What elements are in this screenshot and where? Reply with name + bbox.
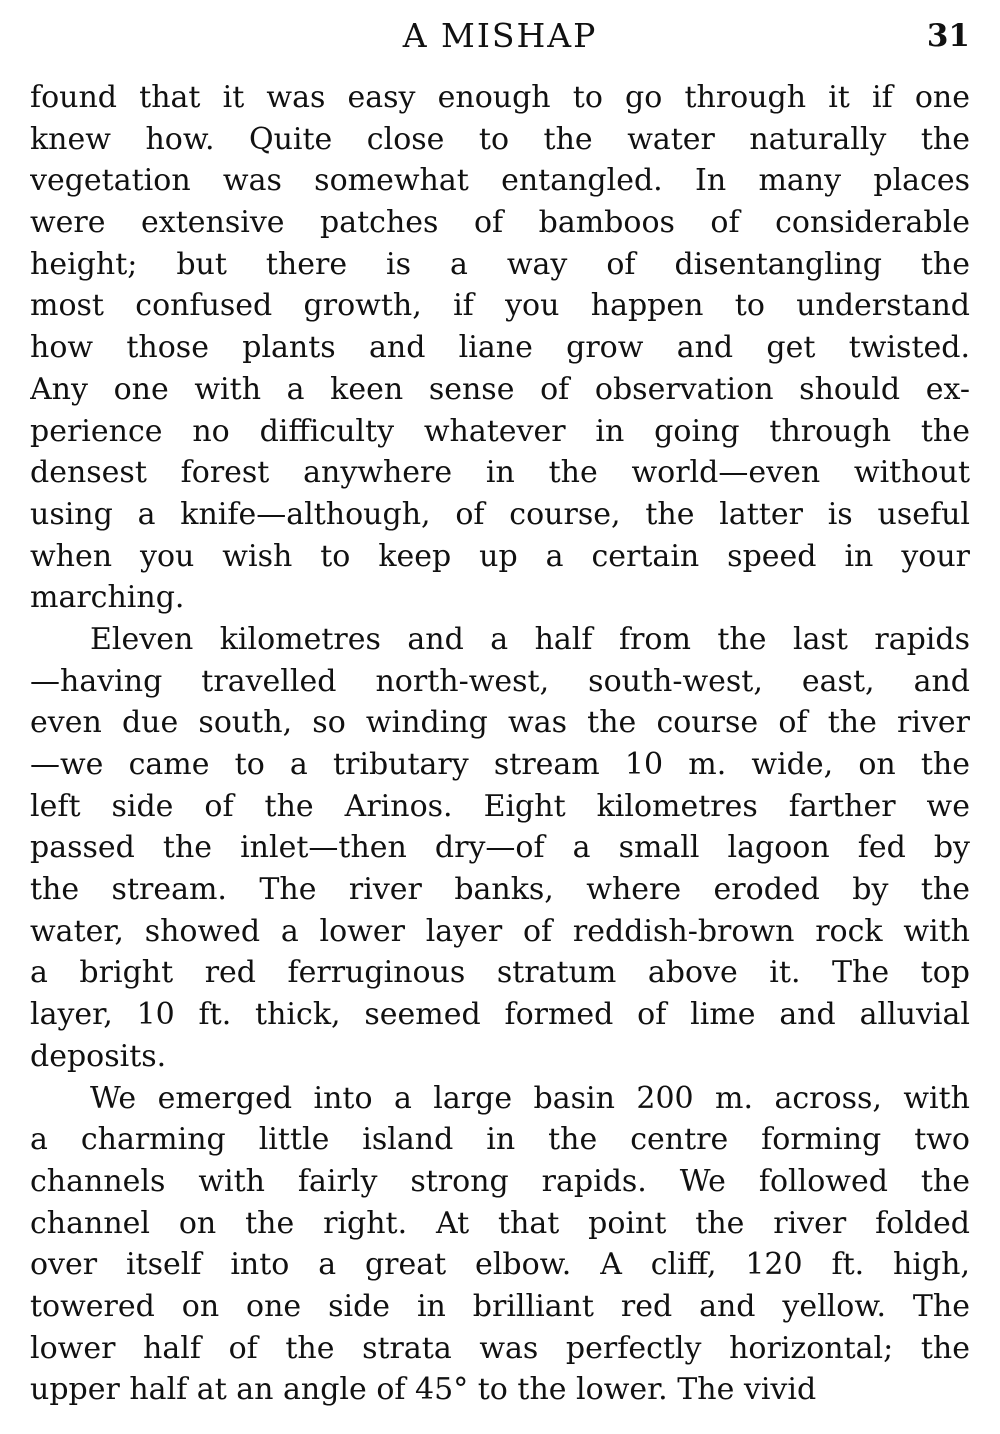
- text-line: a charming little island in the centre forming two: [30, 1122, 970, 1158]
- text-line: lower half of the strata was perfectly horizontal; the: [30, 1330, 970, 1366]
- text-line: densest forest anywhere in the world—even without: [30, 455, 970, 491]
- paragraph: [30, 77, 970, 619]
- text-line: left side of the Arinos. Eight kilometres farther we: [30, 788, 970, 824]
- text-line: vegetation was somewhat entangled. In many places: [30, 163, 970, 199]
- text-line: layer, 10 ft. thick, seemed formed of lime and alluvial: [30, 997, 970, 1033]
- text-line: Any one with a keen sense of observation should ex-: [30, 371, 970, 407]
- text-line: height; but there is a way of disentangling the: [30, 246, 970, 282]
- body-text: [30, 77, 970, 1411]
- text-line: over itself into a great elbow. A cliff, 120 ft. high,: [30, 1247, 970, 1283]
- page-number: 31: [926, 18, 970, 54]
- text-line: the stream. The river banks, where eroded by the: [30, 872, 970, 908]
- text-line: towered on one side in brilliant red and yellow. The: [30, 1288, 970, 1324]
- text-line: —having travelled north-west, south-west, east, and: [30, 663, 970, 699]
- text-line: how those plants and liane grow and get twisted.: [30, 330, 970, 366]
- paragraph: [30, 1078, 970, 1412]
- text-line: —we came to a tributary stream 10 m. wide, on the: [30, 747, 970, 782]
- text-line: when you wish to keep up a certain speed in your: [30, 538, 970, 574]
- text-line: channels with fairly strong rapids. We followed the: [30, 1163, 970, 1199]
- text-line: passed the inlet—then dry—of a small lagoon fed by: [30, 830, 970, 866]
- text-line: deposits.: [30, 1038, 167, 1074]
- chapter-title: A MISHAP: [402, 16, 598, 55]
- text-line: a bright red ferruginous stratum above it. The top: [30, 955, 970, 991]
- text-line: were extensive patches of bamboos of considerable: [30, 205, 970, 241]
- text-line: knew how. Quite close to the water naturally the: [30, 121, 970, 157]
- text-line: using a knife—although, of course, the latter is useful: [30, 496, 970, 532]
- text-line: marching.: [30, 580, 185, 616]
- text-line: found that it was easy enough to go through it if one: [30, 80, 970, 115]
- text-line: Eleven kilometres and a half from the last rapids: [90, 621, 970, 657]
- paragraph: [30, 619, 970, 1078]
- running-head: [30, 14, 970, 58]
- text-line: even due south, so winding was the course of the river: [30, 705, 970, 741]
- text-line: upper half at an angle of 45° to the lower. The vivid: [30, 1372, 817, 1408]
- text-line: We emerged into a large basin 200 m. across, with: [90, 1080, 970, 1116]
- text-line: perience no difficulty whatever in going through the: [30, 413, 970, 449]
- text-line: water, showed a lower layer of reddish-brown rock with: [30, 913, 970, 949]
- text-line: channel on the right. At that point the river folded: [30, 1205, 970, 1241]
- text-line: most confused growth, if you happen to understand: [30, 288, 970, 324]
